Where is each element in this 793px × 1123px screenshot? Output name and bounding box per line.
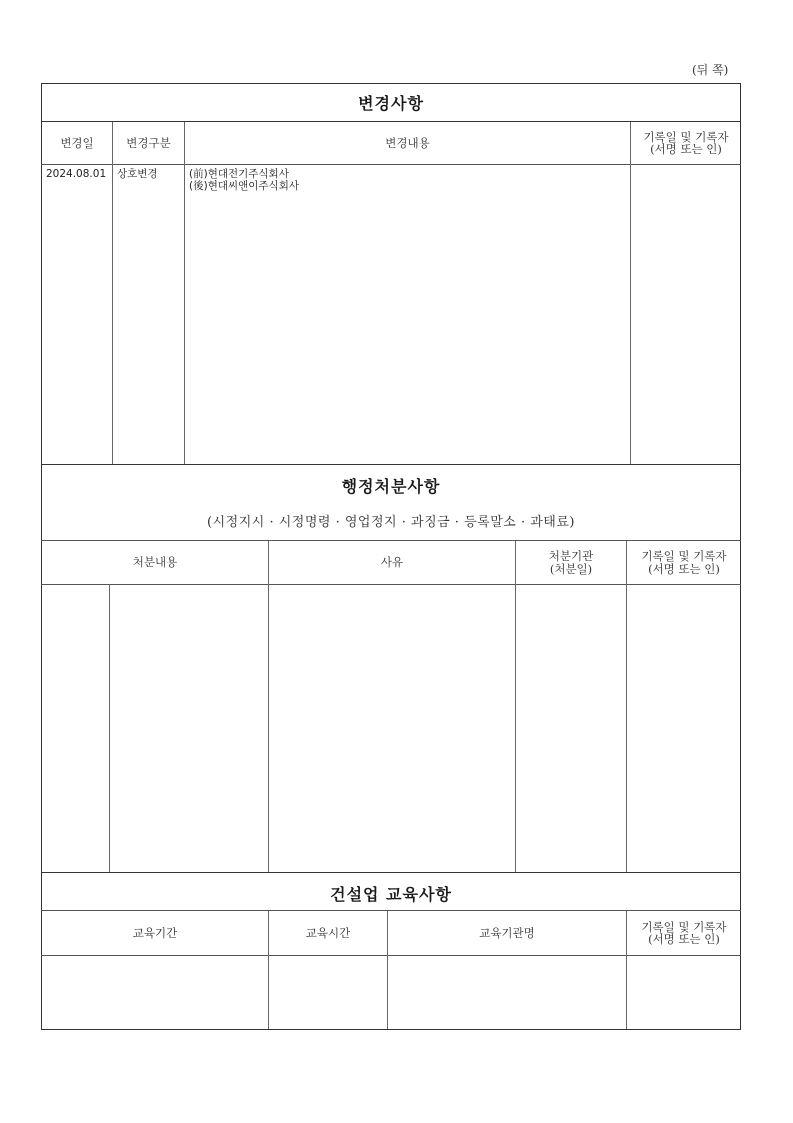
change-row-type: 상호변경 [117, 168, 158, 180]
column-divider [626, 911, 627, 1029]
column-divider [112, 122, 113, 464]
column-divider [268, 541, 269, 872]
changes-header-content: 변경내용 [385, 135, 430, 150]
change-row-content-after: (後)현대씨앤이주식회사 [189, 180, 299, 192]
change-row-content-before: (前)현대전기주식회사 [189, 168, 289, 180]
education-section-title: 건설업 교육사항 [330, 885, 452, 904]
changes-header-record [631, 122, 741, 164]
column-divider [515, 541, 516, 872]
changes-section-title: 변경사항 [358, 94, 424, 113]
section-divider [41, 464, 741, 465]
change-row-date: 2024.08.01 [46, 168, 107, 180]
dispositions-header-agency [516, 541, 626, 584]
column-divider [387, 911, 388, 1029]
dispositions-header-agency-line1: 처분기관 [548, 549, 594, 564]
education-header-hours: 교육시간 [305, 925, 351, 940]
dispositions-header-agency-line2: (처분일) [549, 561, 593, 576]
changes-header-record-line1: 기록일 및 기록자 [643, 129, 729, 144]
column-divider [184, 122, 185, 464]
dispositions-header-reason: 사유 [380, 555, 404, 570]
page-side-label: (뒤 쪽) [692, 63, 729, 77]
column-divider [626, 541, 627, 872]
education-header-record-line2: (서명 또는 인) [648, 932, 720, 946]
column-divider [109, 584, 110, 872]
dispositions-section-title: 행정처분사항 [341, 477, 441, 496]
dispositions-subtitle: (시정지시 · 시정명령 · 영업정지 · 과징금 · 등록말소 · 과태료) [207, 515, 575, 530]
education-header-record-line1: 기록일 및 기록자 [641, 919, 727, 934]
changes-header-record-line2: (서명 또는 인) [650, 142, 722, 156]
dispositions-header-content: 처분내용 [132, 555, 178, 570]
column-divider [268, 911, 269, 1029]
divider [41, 164, 741, 165]
dispositions-header-record-line1: 기록일 및 기록자 [641, 549, 727, 564]
section-divider [41, 872, 741, 873]
column-divider [630, 122, 631, 464]
changes-header-date: 변경일 [60, 135, 94, 150]
dispositions-header-record-line2: (서명 또는 인) [648, 561, 720, 576]
divider [41, 955, 741, 956]
education-header-record [627, 911, 741, 955]
education-header-period: 교육기간 [132, 925, 178, 940]
divider [41, 584, 741, 585]
dispositions-header-record [627, 541, 741, 584]
changes-header-type: 변경구분 [126, 135, 171, 150]
education-header-institution: 교육기관명 [479, 925, 535, 940]
